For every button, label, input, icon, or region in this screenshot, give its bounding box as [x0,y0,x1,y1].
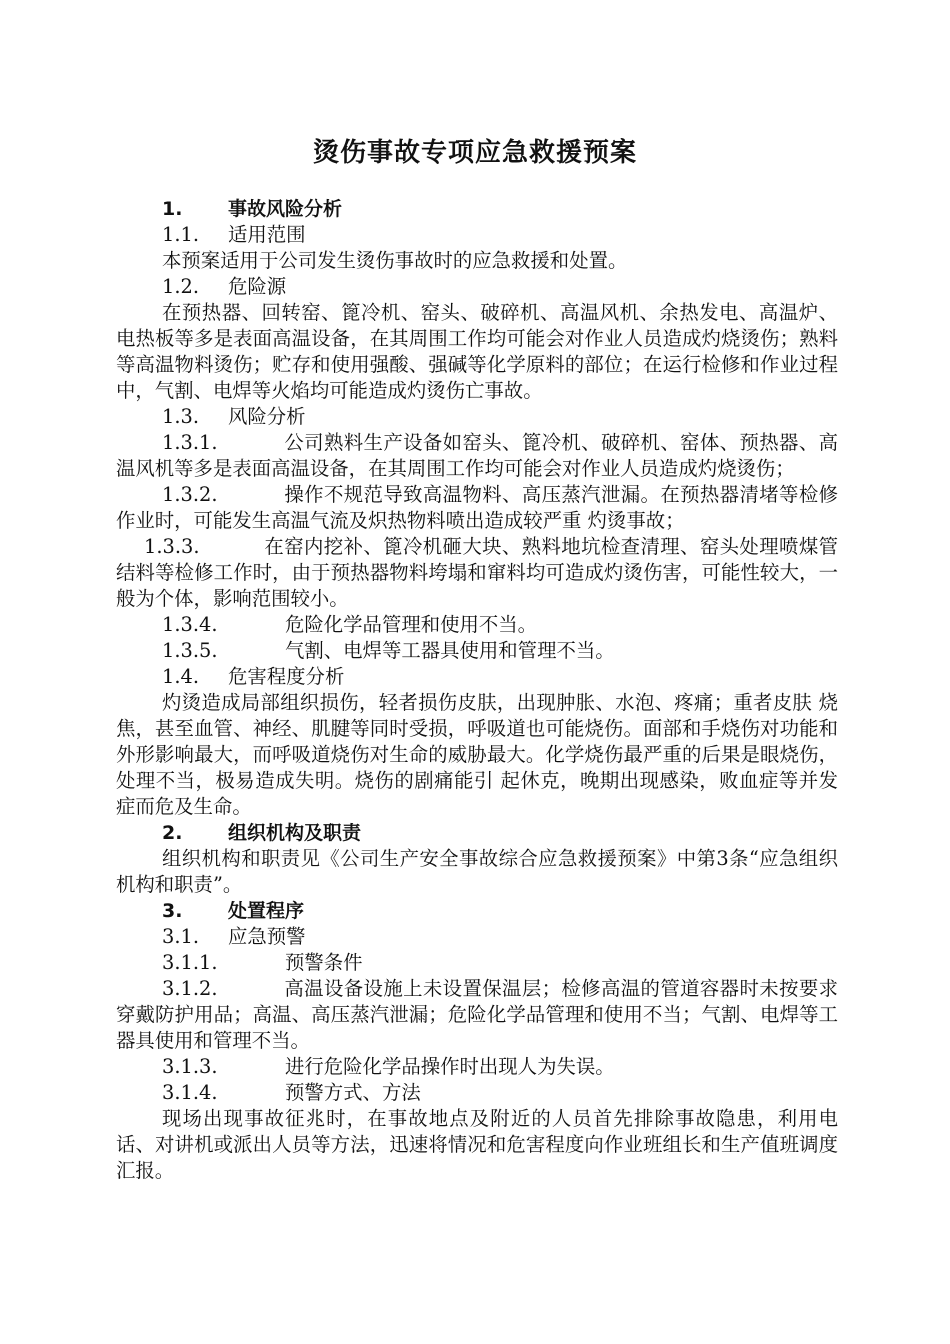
item-text: 气割、电焊等工器具使用和管理不当。 [285,639,615,662]
section-label: 事故风险分析 [228,198,343,220]
item-text: 预警条件 [285,951,363,974]
item-3-1-2 [116,976,838,1054]
section-label: 处置程序 [228,900,305,922]
section-3-heading [116,898,838,924]
document-title: 烫伤事故专项应急救援预案 [312,138,637,168]
section-1-4-heading [116,664,838,690]
paragraph-hazard-sources: 在预热器、回转窑、篦冷机、窑头、破碎机、高温风机、余热发电、高温炉、电热板等多是表面高温设备，在其周围工作均可能会对作业人员造成灼烧烫伤；熟料等高温物料烫伤；贮存和使用强酸、强碱等化学原料的部位；在运行检修和作业过程中，气割、电焊等火焰均可能造成灼烫伤亡事故。 [116,301,838,402]
item-3-1-1 [116,950,838,976]
document-body [116,196,838,1184]
paragraph-organization: 组织机构和职责见《公司生产安全事故综合应急救援预案》中第3条“应急组织机构和职责”。 [116,847,838,896]
item-text: 高温设备设施上未设置保温层；检修高温的管道容器时未按要求穿戴防护用品；高温、高压蒸汽泄漏；危险化学品管理和使用不当；气割、电焊等工器具使用和管理不当。 [116,977,838,1052]
item-text: 进行危险化学品操作时出现人为失误。 [285,1055,615,1078]
section-1-heading [116,196,838,222]
section-number: 1.3. [162,405,200,428]
item-number: 1.3.3. [144,535,200,558]
section-label: 组织机构及职责 [228,822,362,844]
section-1-3-heading [116,404,838,430]
item-1-3-2 [116,482,838,534]
item-text: 公司熟料生产设备如窑头、篦冷机、破碎机、窑体、预热器、高温风机等多是表面高温设备，在其周围工作均可能会对作业人员造成灼烧烫伤； [116,431,838,480]
item-number: 3.1.4. [162,1081,218,1104]
item-1-3-4 [116,612,838,638]
item-number: 1.3.1. [162,431,218,454]
item-number: 3.1.2. [162,977,218,1000]
paragraph-scope: 本预案适用于公司发生烫伤事故时的应急救援和处置。 [162,249,628,272]
paragraph-harm-analysis: 灼烫造成局部组织损伤，轻者损伤皮肤，出现肿胀、水泡、疼痛；重者皮肤 烧焦，甚至血管、神经、肌腱等同时受损，呼吸道也可能烧伤。面部和手烧伤对功能和外形影响最大，而呼吸道烧伤对生命的威胁最大。化学烧伤最严重的后果是眼烧伤，处理不当，极易造成失明。烧伤的剧痛能引 起休克，晚期出现感染，败血症等并发症而危及生命。 [116,691,838,818]
section-label: 应急预警 [228,925,306,948]
section-number: 1.2. [162,275,200,298]
item-number: 1.3.4. [162,613,218,636]
section-number: 1.4. [162,665,200,688]
item-3-1-4 [116,1080,838,1106]
section-number: 1. [162,198,183,220]
section-label: 适用范围 [228,223,306,246]
section-number: 2. [162,822,183,844]
section-label: 危险源 [228,275,287,298]
item-1-3-3 [116,534,838,612]
section-2-heading [116,820,838,846]
section-number: 1.1. [162,223,200,246]
section-number: 3.1. [162,925,200,948]
item-3-1-3 [116,1054,838,1080]
section-label: 风险分析 [228,405,306,428]
section-1-1-heading [116,222,838,248]
item-number: 3.1.1. [162,951,218,974]
item-number: 1.3.2. [162,483,218,506]
section-label: 危害程度分析 [228,665,345,688]
item-text: 预警方式、方法 [285,1081,421,1104]
item-1-3-5 [116,638,838,664]
section-1-2-heading [116,274,838,300]
paragraph-warning-method: 现场出现事故征兆时，在事故地点及附近的人员首先排除事故隐患，利用电话、对讲机或派出人员等方法，迅速将情况和危害程度向作业班组长和生产值班调度汇报。 [116,1107,838,1182]
item-text: 在窑内挖补、篦冷机砸大块、熟料地坑检查清理、窑头处理喷煤管结料等检修工作时，由于预热器物料垮塌和窜料均可造成灼烫伤害，可能性较大，一般为个体，影响范围较小。 [116,535,838,610]
section-number: 3. [162,900,183,922]
item-1-3-1 [116,430,838,482]
item-number: 3.1.3. [162,1055,218,1078]
item-text: 操作不规范导致高温物料、高压蒸汽泄漏。在预热器清堵等检修作业时，可能发生高温气流及炽热物料喷出造成较严重 灼烫事故； [116,483,838,532]
item-text: 危险化学品管理和使用不当。 [285,613,538,636]
item-number: 1.3.5. [162,639,218,662]
section-3-1-heading [116,924,838,950]
